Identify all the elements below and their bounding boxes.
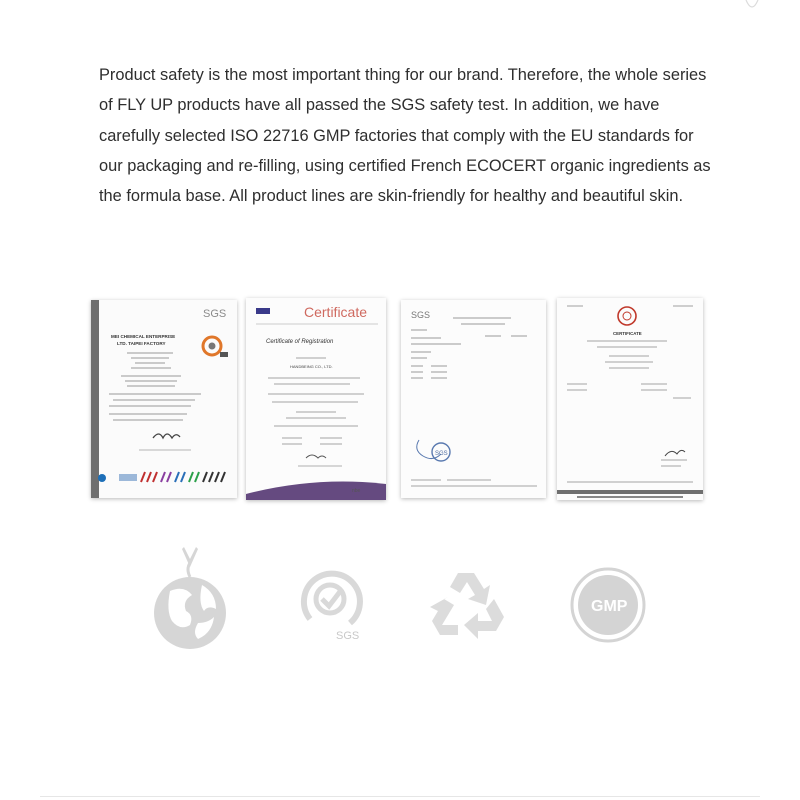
- certificate-gallery: [91, 298, 703, 504]
- recycle-icon: [430, 569, 510, 645]
- sgs-brand-text: SGS: [203, 308, 227, 320]
- corner-decoration: [745, 0, 759, 12]
- issuer-logo: [256, 308, 270, 314]
- certificate-header: Certificate: [304, 304, 368, 320]
- globe-icon: [98, 474, 106, 482]
- certification-icons-row: [140, 545, 660, 655]
- gmp-icon-label: GMP: [591, 598, 628, 615]
- svg-text:nbe: nbe: [352, 488, 361, 494]
- sgs-icon: [292, 563, 372, 649]
- gmp-icon: [568, 565, 648, 645]
- factory-name: LTD. TAIPEI FACTORY: [117, 341, 166, 346]
- registered-company: HANDBEING CO., LTD.: [290, 364, 333, 369]
- registration-certificate[interactable]: [246, 298, 386, 500]
- gmp-certificate[interactable]: [557, 298, 703, 500]
- sgs-icon-label: SGS: [336, 630, 360, 642]
- organic-globe-icon: [150, 545, 230, 650]
- svg-text:SGS: SGS: [435, 451, 448, 457]
- bottom-divider: [40, 796, 760, 797]
- sgs-report-certificate[interactable]: [91, 300, 237, 498]
- company-name: MEI CHEMICAL ENTERPRISE: [111, 334, 176, 339]
- intro-paragraph: Product safety is the most important thing for our brand. Therefore, the whole series of FLY UP products have all passed the SGS safety test. In addition, we have carefully selected ISO 22716 GMP factories that comply with the EU standards for our packaging and re-filling, using certified French ECOCERT organic ingredients as the formula base. All product lines are skin-friendly for healthy and beautiful skin.: [99, 66, 711, 206]
- certificate-subtitle: Certificate of Registration: [266, 339, 334, 345]
- certificate-title: CERTIFICATE: [613, 331, 642, 336]
- sgs-test-certificate[interactable]: [401, 300, 546, 498]
- sgs-brand-text: SGS: [411, 310, 431, 320]
